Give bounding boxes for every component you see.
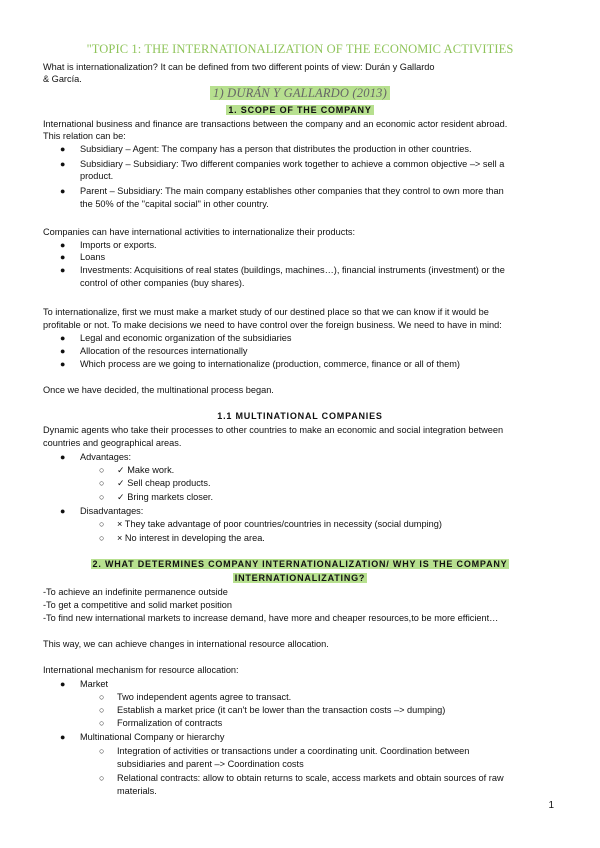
disadvantage-item: × They take advantage of poor countries/countries in necessity (social dumping) [117,519,442,529]
circle-bullet-icon: ○ [99,519,105,529]
mc-label: Multinational Company or hierarchy [80,732,225,742]
circle-bullet-icon: ○ [99,492,105,502]
reason-item: -To find new international markets to increase demand, have more and cheaper resources,to be more efficient… [43,613,499,623]
bullet-icon: ● [60,679,66,689]
section-2-heading-line-1: 2. WHAT DETERMINES COMPANY INTERNATIONALIZATION/ WHY IS THE COMPANY [92,559,508,569]
circle-bullet-icon: ○ [99,533,105,543]
circle-bullet-icon: ○ [99,718,105,728]
market-item: Establish a market price (it can't be lower than the transaction costs –> dumping) [117,705,446,715]
para-1-line-2: This relation can be: [43,131,126,141]
advantages-label: Advantages: [80,452,132,462]
market-item: Formalization of contracts [117,718,223,728]
mechanism-label: International mechanism for resource allocation: [43,665,239,675]
para-3-line-2: profitable or not. To make decisions we need to have control over the foreign business. We need to have in mind: [43,320,502,330]
market-item: Two independent agents agree to transact. [117,692,292,702]
circle-bullet-icon: ○ [99,705,105,715]
mind-item: Allocation of the resources internationally [80,346,248,356]
advantage-item: ✓ Bring markets closer. [117,492,214,502]
mind-item: Legal and economic organization of the subsidiaries [80,333,292,343]
circle-bullet-icon: ○ [99,773,105,783]
page-title: "TOPIC 1: THE INTERNATIONALIZATION OF THE ECONOMIC ACTIVITIES [86,42,514,56]
bullet-icon: ● [60,346,66,356]
disadvantage-item: × No interest in developing the area. [117,533,265,543]
multinational-heading: 1.1 MULTINATIONAL COMPANIES [217,411,383,421]
activity-item-cont: control of other companies (buy shares). [80,278,245,288]
para-3-line-1: To internationalize, first we must make a market study of our destined place so that we can know if it would be [43,307,489,317]
bullet-icon: ● [60,265,66,275]
mc-item-cont: materials. [117,786,157,796]
mc-item: Integration of activities or transactions under a coordinating unit. Coordination between [117,746,470,756]
mc-item-cont: subsidiaries and parent –> Coordination costs [117,759,304,769]
multinational-heading-wrap [0,410,600,422]
circle-bullet-icon: ○ [99,465,105,475]
para-5-line-2: countries and geographical areas. [43,438,182,448]
section-1-heading-wrap [0,87,600,100]
mind-item: Which process are we going to internationalize (production, commerce, finance or all of them) [80,359,460,369]
section-2-heading-wrap-2 [0,572,600,584]
bullet-icon: ● [60,252,66,262]
activity-item: Loans [80,252,106,262]
bullet-icon: ● [60,159,66,169]
mc-item: Relational contracts: allow to obtain returns to scale, access markets and obtain sources of raw [117,773,504,783]
intro-line-1: What is internationalization? It can be defined from two different points of view: Durán y Gallardo [43,62,435,72]
para-5-line-1: Dynamic agents who take their processes to other countries to make an economic and social integration between [43,425,504,435]
bullet-icon: ● [60,240,66,250]
para-6: This way, we can achieve changes in international resource allocation. [43,639,329,649]
advantage-item: ✓ Sell cheap products. [117,478,211,488]
section-2-heading-line-2: INTERNATIONALIZATING? [234,573,366,583]
advantage-item: ✓ Make work. [117,465,175,475]
para-2: Companies can have international activities to internationalize their products: [43,227,356,237]
activity-item: Investments: Acquisitions of real states (buildings, machines…), financial instruments (investment) or the [80,265,505,275]
disadvantages-label: Disadvantages: [80,506,144,516]
relation-item: Subsidiary – Subsidiary: Two different companies work together to achieve a common objective –> sell a [80,159,505,169]
relation-item: Subsidiary – Agent: The company has a person that distributes the production in other countries. [80,144,472,154]
bullet-icon: ● [60,144,66,154]
reason-item: -To achieve an indefinite permanence outside [43,587,228,597]
relation-item: Parent – Subsidiary: The main company establishes other companies that they control to own more than [80,186,504,196]
scope-heading-wrap [0,104,600,116]
bullet-icon: ● [60,359,66,369]
market-label: Market [80,679,109,689]
circle-bullet-icon: ○ [99,692,105,702]
scope-heading: 1. SCOPE OF THE COMPANY [228,105,372,115]
page-number: 1 [548,800,554,811]
bullet-icon: ● [60,732,66,742]
para-4: Once we have decided, the multinational process began. [43,385,274,395]
bullet-icon: ● [60,333,66,343]
activity-item: Imports or exports. [80,240,157,250]
relation-item-cont: the 50% of the "capital social" in other country. [80,199,269,209]
circle-bullet-icon: ○ [99,746,105,756]
bullet-icon: ● [60,452,66,462]
relation-item-cont: product. [80,171,114,181]
reason-item: -To get a competitive and solid market position [43,600,232,610]
intro-line-2: & García. [43,74,82,84]
section-1-heading: 1) DURÁN Y GALLARDO (2013) [210,86,390,100]
para-1-line-1: International business and finance are transactions between the company and an economic actor resident abroad. [43,119,508,129]
bullet-icon: ● [60,186,66,196]
circle-bullet-icon: ○ [99,478,105,488]
bullet-icon: ● [60,506,66,516]
section-2-heading-wrap [0,558,600,570]
